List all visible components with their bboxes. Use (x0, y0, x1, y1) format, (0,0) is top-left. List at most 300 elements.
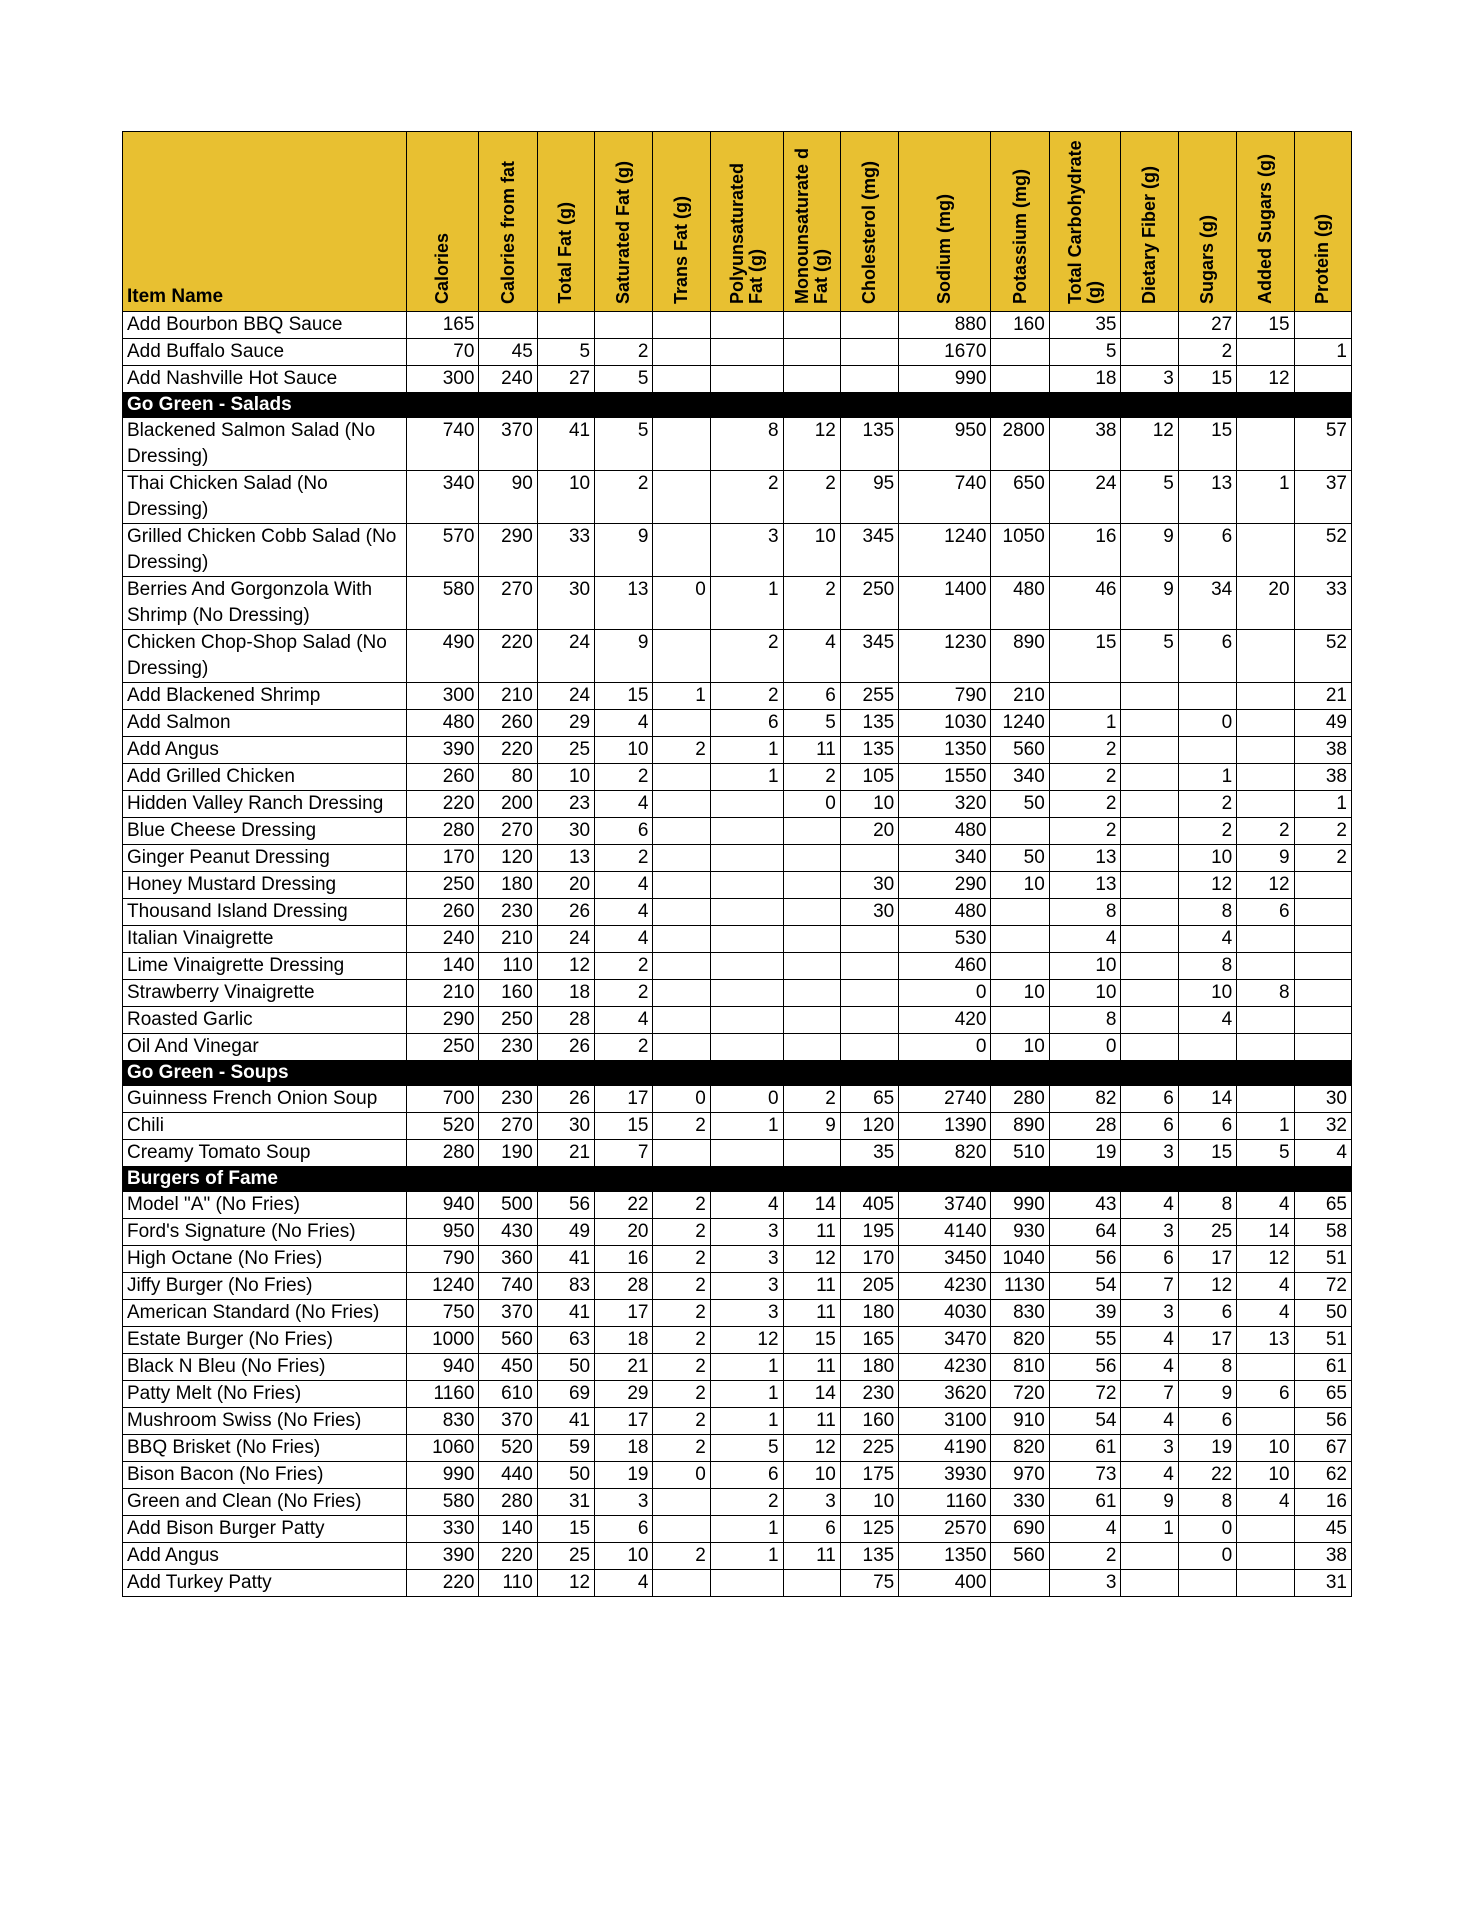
value-cell: 19 (1178, 1435, 1236, 1462)
item-name-cell: Ginger Peanut Dressing (123, 845, 407, 872)
value-cell: 19 (595, 1462, 653, 1489)
value-cell: 26 (537, 1034, 594, 1061)
column-header-label: Cholesterol (mg) (859, 160, 880, 304)
value-cell: 3740 (899, 1192, 991, 1219)
value-cell: 10 (1237, 1462, 1294, 1489)
value-cell: 35 (840, 1140, 898, 1167)
value-cell (783, 872, 840, 899)
value-cell (1121, 339, 1178, 366)
value-cell: 2 (653, 1300, 710, 1327)
value-cell: 4 (1237, 1273, 1294, 1300)
value-cell: 280 (991, 1086, 1049, 1113)
value-cell: 280 (406, 818, 479, 845)
value-cell: 370 (479, 1408, 537, 1435)
value-cell: 740 (406, 418, 479, 471)
value-cell: 29 (537, 710, 594, 737)
item-name-cell: Add Blackened Shrimp (123, 683, 407, 710)
value-cell (1237, 1408, 1294, 1435)
value-cell: 11 (783, 1219, 840, 1246)
table-row (123, 577, 1352, 630)
value-cell: 11 (783, 1354, 840, 1381)
value-cell (1294, 926, 1351, 953)
value-cell: 1390 (899, 1113, 991, 1140)
value-cell (991, 899, 1049, 926)
value-cell: 2 (1237, 818, 1294, 845)
column-header-dietary-fiber-g (1121, 132, 1178, 312)
value-cell: 180 (479, 872, 537, 899)
value-cell: 0 (1178, 710, 1236, 737)
value-cell: 61 (1049, 1489, 1121, 1516)
value-cell: 12 (783, 418, 840, 471)
value-cell: 49 (1294, 710, 1351, 737)
value-cell (1294, 953, 1351, 980)
value-cell: 2 (710, 683, 783, 710)
value-cell: 45 (1294, 1516, 1351, 1543)
value-cell: 10 (537, 764, 594, 791)
value-cell: 320 (899, 791, 991, 818)
table-row (123, 1086, 1352, 1113)
table-row (123, 366, 1352, 393)
value-cell: 9 (1237, 845, 1294, 872)
value-cell: 12 (1237, 1246, 1294, 1273)
value-cell: 4 (1294, 1140, 1351, 1167)
value-cell: 2 (595, 764, 653, 791)
value-cell: 29 (595, 1381, 653, 1408)
value-cell: 1040 (991, 1246, 1049, 1273)
item-name-cell: Hidden Valley Ranch Dressing (123, 791, 407, 818)
table-row (123, 312, 1352, 339)
value-cell: 6 (1237, 1381, 1294, 1408)
value-cell: 30 (840, 899, 898, 926)
value-cell: 39 (1049, 1300, 1121, 1327)
value-cell: 220 (406, 791, 479, 818)
value-cell: 10 (840, 1489, 898, 1516)
value-cell: 750 (406, 1300, 479, 1327)
value-cell: 2 (783, 577, 840, 630)
value-cell: 80 (479, 764, 537, 791)
value-cell: 480 (899, 818, 991, 845)
value-cell: 290 (899, 872, 991, 899)
table-row (123, 1140, 1352, 1167)
column-header-total-carbohydrate-g (1049, 132, 1121, 312)
value-cell: 10 (1178, 980, 1236, 1007)
value-cell: 990 (899, 366, 991, 393)
value-cell: 4 (1121, 1327, 1178, 1354)
table-row (123, 791, 1352, 818)
value-cell: 280 (406, 1140, 479, 1167)
value-cell: 530 (899, 926, 991, 953)
value-cell: 4030 (899, 1300, 991, 1327)
value-cell: 480 (991, 577, 1049, 630)
column-header-label: Protein (g) (1312, 214, 1333, 304)
value-cell: 72 (1049, 1381, 1121, 1408)
value-cell: 0 (653, 1462, 710, 1489)
value-cell (1121, 683, 1178, 710)
column-header-trans-fat-g (653, 132, 710, 312)
value-cell (653, 1034, 710, 1061)
value-cell: 480 (899, 899, 991, 926)
value-cell: 240 (406, 926, 479, 953)
value-cell: 280 (479, 1489, 537, 1516)
value-cell: 990 (991, 1192, 1049, 1219)
value-cell: 12 (1178, 1273, 1236, 1300)
value-cell: 2 (653, 737, 710, 764)
value-cell: 3 (1121, 1140, 1178, 1167)
value-cell (1121, 737, 1178, 764)
value-cell: 6 (1178, 1408, 1236, 1435)
table-row (123, 1192, 1352, 1219)
value-cell: 11 (783, 1408, 840, 1435)
value-cell (783, 845, 840, 872)
value-cell (595, 312, 653, 339)
value-cell: 41 (537, 418, 594, 471)
item-name-cell: Thousand Island Dressing (123, 899, 407, 926)
column-header-polyunsaturated-fat-g (710, 132, 783, 312)
value-cell (840, 926, 898, 953)
value-cell: 6 (783, 1516, 840, 1543)
value-cell (1294, 1034, 1351, 1061)
value-cell: 18 (595, 1435, 653, 1462)
value-cell (1049, 683, 1121, 710)
value-cell: 260 (406, 899, 479, 926)
value-cell (783, 1140, 840, 1167)
value-cell: 61 (1049, 1435, 1121, 1462)
value-cell (1237, 524, 1294, 577)
value-cell: 1 (710, 1408, 783, 1435)
value-cell: 16 (1294, 1489, 1351, 1516)
value-cell: 54 (1049, 1408, 1121, 1435)
value-cell (1121, 899, 1178, 926)
value-cell: 3470 (899, 1327, 991, 1354)
item-name-cell: Add Buffalo Sauce (123, 339, 407, 366)
value-cell: 55 (1049, 1327, 1121, 1354)
value-cell: 3 (1121, 366, 1178, 393)
value-cell (653, 1570, 710, 1597)
value-cell: 2 (710, 630, 783, 683)
value-cell: 8 (1178, 1354, 1236, 1381)
value-cell: 890 (991, 1113, 1049, 1140)
value-cell: 2 (710, 471, 783, 524)
value-cell: 390 (406, 737, 479, 764)
value-cell: 1 (1294, 339, 1351, 366)
value-cell (1121, 1007, 1178, 1034)
value-cell: 50 (537, 1462, 594, 1489)
column-header-monounsaturated-fat-g (783, 132, 840, 312)
value-cell (710, 845, 783, 872)
value-cell: 2 (595, 980, 653, 1007)
value-cell: 3 (1049, 1570, 1121, 1597)
value-cell: 52 (1294, 524, 1351, 577)
value-cell: 4 (595, 710, 653, 737)
value-cell: 810 (991, 1354, 1049, 1381)
value-cell: 6 (1121, 1246, 1178, 1273)
value-cell: 8 (1178, 899, 1236, 926)
value-cell: 2 (653, 1219, 710, 1246)
value-cell: 450 (479, 1354, 537, 1381)
item-name-cell: Thai Chicken Salad (No Dressing) (123, 471, 407, 524)
value-cell: 35 (1049, 312, 1121, 339)
value-cell: 4 (710, 1192, 783, 1219)
value-cell: 110 (479, 953, 537, 980)
table-row (123, 1570, 1352, 1597)
value-cell: 11 (783, 737, 840, 764)
section-header-row (123, 1167, 1352, 1192)
value-cell: 4 (1178, 926, 1236, 953)
value-cell: 31 (537, 1489, 594, 1516)
value-cell (710, 1007, 783, 1034)
value-cell: 27 (537, 366, 594, 393)
value-cell: 3100 (899, 1408, 991, 1435)
table-row (123, 899, 1352, 926)
value-cell (653, 1489, 710, 1516)
value-cell: 1670 (899, 339, 991, 366)
section-header-row (123, 1061, 1352, 1086)
value-cell (991, 953, 1049, 980)
value-cell: 4190 (899, 1435, 991, 1462)
table-row (123, 471, 1352, 524)
value-cell: 14 (783, 1381, 840, 1408)
value-cell: 890 (991, 630, 1049, 683)
value-cell: 51 (1294, 1246, 1351, 1273)
value-cell: 0 (1178, 1516, 1236, 1543)
value-cell: 225 (840, 1435, 898, 1462)
value-cell: 3 (1121, 1435, 1178, 1462)
value-cell (1294, 899, 1351, 926)
value-cell: 1 (653, 683, 710, 710)
value-cell: 12 (1237, 366, 1294, 393)
value-cell: 105 (840, 764, 898, 791)
value-cell: 170 (840, 1246, 898, 1273)
value-cell: 260 (479, 710, 537, 737)
value-cell (1178, 737, 1236, 764)
value-cell: 940 (406, 1354, 479, 1381)
value-cell: 4 (595, 791, 653, 818)
value-cell (840, 980, 898, 1007)
value-cell: 950 (899, 418, 991, 471)
value-cell: 4 (1121, 1462, 1178, 1489)
value-cell (783, 899, 840, 926)
value-cell: 72 (1294, 1273, 1351, 1300)
value-cell: 61 (1294, 1354, 1351, 1381)
value-cell: 5 (595, 366, 653, 393)
value-cell: 1 (1121, 1516, 1178, 1543)
table-row (123, 845, 1352, 872)
value-cell: 38 (1049, 418, 1121, 471)
value-cell: 4 (1237, 1300, 1294, 1327)
value-cell (1178, 1570, 1236, 1597)
value-cell: 15 (595, 1113, 653, 1140)
table-row (123, 1246, 1352, 1273)
value-cell: 2740 (899, 1086, 991, 1113)
value-cell: 560 (991, 737, 1049, 764)
value-cell: 5 (537, 339, 594, 366)
value-cell: 2 (653, 1192, 710, 1219)
value-cell: 1 (710, 764, 783, 791)
value-cell: 4 (1049, 926, 1121, 953)
value-cell: 46 (1049, 577, 1121, 630)
item-name-cell: Model "A" (No Fries) (123, 1192, 407, 1219)
value-cell: 15 (1237, 312, 1294, 339)
value-cell: 8 (1049, 1007, 1121, 1034)
value-cell: 2 (783, 1086, 840, 1113)
value-cell (1121, 818, 1178, 845)
value-cell: 740 (479, 1273, 537, 1300)
item-name-cell: Honey Mustard Dressing (123, 872, 407, 899)
value-cell (710, 339, 783, 366)
value-cell: 5 (710, 1435, 783, 1462)
value-cell (1237, 1086, 1294, 1113)
value-cell (1237, 737, 1294, 764)
value-cell: 255 (840, 683, 898, 710)
value-cell: 1060 (406, 1435, 479, 1462)
table-row (123, 1219, 1352, 1246)
table-row (123, 1435, 1352, 1462)
value-cell: 270 (479, 818, 537, 845)
value-cell: 135 (840, 418, 898, 471)
column-header-calories-from-fat (479, 132, 537, 312)
value-cell: 2800 (991, 418, 1049, 471)
value-cell: 12 (1178, 872, 1236, 899)
value-cell: 340 (991, 764, 1049, 791)
value-cell: 19 (1049, 1140, 1121, 1167)
item-name-cell: Berries And Gorgonzola With Shrimp (No Dressing) (123, 577, 407, 630)
value-cell: 45 (479, 339, 537, 366)
item-name-cell: Chili (123, 1113, 407, 1140)
value-cell: 220 (406, 1570, 479, 1597)
value-cell: 720 (991, 1381, 1049, 1408)
value-cell: 62 (1294, 1462, 1351, 1489)
value-cell: 3 (710, 1246, 783, 1273)
value-cell: 30 (840, 872, 898, 899)
value-cell: 5 (783, 710, 840, 737)
value-cell: 210 (991, 683, 1049, 710)
value-cell: 240 (479, 366, 537, 393)
value-cell: 490 (406, 630, 479, 683)
table-row (123, 1300, 1352, 1327)
value-cell: 3 (710, 1219, 783, 1246)
value-cell (653, 818, 710, 845)
value-cell: 4 (595, 1570, 653, 1597)
value-cell: 290 (479, 524, 537, 577)
value-cell: 10 (595, 737, 653, 764)
value-cell: 4 (1121, 1354, 1178, 1381)
value-cell: 2 (1178, 818, 1236, 845)
value-cell: 15 (1178, 366, 1236, 393)
value-cell: 1130 (991, 1273, 1049, 1300)
value-cell (653, 1007, 710, 1034)
value-cell (1237, 1034, 1294, 1061)
value-cell: 75 (840, 1570, 898, 1597)
value-cell: 65 (1294, 1381, 1351, 1408)
value-cell: 2 (1178, 339, 1236, 366)
nutrition-table (122, 131, 1352, 1597)
value-cell: 13 (537, 845, 594, 872)
value-cell: 11 (783, 1543, 840, 1570)
value-cell (1121, 845, 1178, 872)
value-cell: 41 (537, 1408, 594, 1435)
value-cell: 480 (406, 710, 479, 737)
value-cell (653, 1516, 710, 1543)
value-cell: 16 (595, 1246, 653, 1273)
value-cell (1237, 1543, 1294, 1570)
value-cell: 58 (1294, 1219, 1351, 1246)
value-cell: 28 (595, 1273, 653, 1300)
table-row (123, 1543, 1352, 1570)
value-cell (653, 953, 710, 980)
value-cell: 31 (1294, 1570, 1351, 1597)
value-cell: 2 (1049, 791, 1121, 818)
table-row (123, 1007, 1352, 1034)
value-cell: 83 (537, 1273, 594, 1300)
value-cell: 10 (1178, 845, 1236, 872)
value-cell: 165 (406, 312, 479, 339)
value-cell: 2 (1049, 1543, 1121, 1570)
value-cell: 9 (1121, 1489, 1178, 1516)
item-name-cell: Add Bourbon BBQ Sauce (123, 312, 407, 339)
value-cell: 3450 (899, 1246, 991, 1273)
value-cell: 260 (406, 764, 479, 791)
value-cell: 830 (406, 1408, 479, 1435)
value-cell: 3 (710, 1273, 783, 1300)
value-cell: 140 (406, 953, 479, 980)
value-cell: 33 (1294, 577, 1351, 630)
value-cell: 0 (710, 1086, 783, 1113)
value-cell: 57 (1294, 418, 1351, 471)
value-cell: 2570 (899, 1516, 991, 1543)
value-cell (653, 471, 710, 524)
value-cell: 1350 (899, 737, 991, 764)
value-cell: 2 (653, 1435, 710, 1462)
value-cell: 4 (1121, 1408, 1178, 1435)
value-cell: 21 (537, 1140, 594, 1167)
value-cell: 6 (1178, 524, 1236, 577)
value-cell: 430 (479, 1219, 537, 1246)
value-cell: 25 (537, 737, 594, 764)
value-cell: 1160 (406, 1381, 479, 1408)
value-cell: 38 (1294, 737, 1351, 764)
value-cell: 14 (1178, 1086, 1236, 1113)
item-name-cell: Estate Burger (No Fries) (123, 1327, 407, 1354)
value-cell (783, 1034, 840, 1061)
value-cell: 160 (991, 312, 1049, 339)
value-cell (653, 1140, 710, 1167)
value-cell (1121, 764, 1178, 791)
column-header-label: Sugars (g) (1197, 214, 1218, 304)
value-cell (1294, 1007, 1351, 1034)
item-name-cell: Black N Bleu (No Fries) (123, 1354, 407, 1381)
value-cell: 12 (1121, 418, 1178, 471)
value-cell (783, 980, 840, 1007)
value-cell: 30 (537, 1113, 594, 1140)
value-cell: 15 (1178, 418, 1236, 471)
value-cell: 820 (899, 1140, 991, 1167)
value-cell: 1 (710, 1354, 783, 1381)
value-cell (1121, 1034, 1178, 1061)
table-row (123, 1408, 1352, 1435)
value-cell: 2 (1049, 818, 1121, 845)
value-cell: 610 (479, 1381, 537, 1408)
value-cell: 50 (991, 845, 1049, 872)
value-cell: 360 (479, 1246, 537, 1273)
value-cell: 135 (840, 737, 898, 764)
value-cell: 1550 (899, 764, 991, 791)
value-cell: 230 (479, 1034, 537, 1061)
value-cell: 63 (537, 1327, 594, 1354)
table-row (123, 1516, 1352, 1543)
value-cell: 4 (1178, 1007, 1236, 1034)
value-cell: 38 (1294, 1543, 1351, 1570)
value-cell: 15 (537, 1516, 594, 1543)
